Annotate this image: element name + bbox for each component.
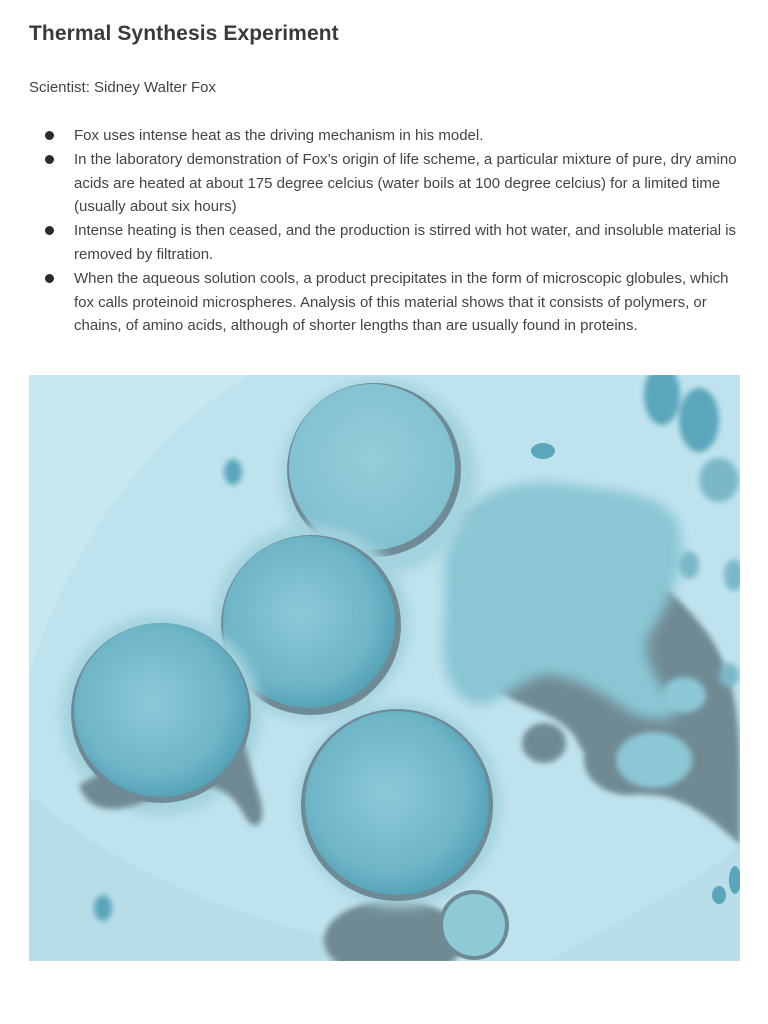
microspheres-illustration: [29, 375, 740, 961]
page-title: Thermal Synthesis Experiment: [29, 22, 339, 45]
bullet-icon: [45, 131, 54, 140]
scientist-line: Scientist: Sidney Walter Fox: [29, 79, 217, 96]
bullet-text: Intense heating is then ceased, and the production is stirred with hot water, and insoluble material is removed by filtration.: [74, 222, 737, 263]
bullet-text: Fox uses intense heat as the driving mechanism in his model.: [74, 127, 484, 144]
list-item: [29, 219, 741, 267]
bullet-icon: [45, 274, 54, 283]
bullet-text: When the aqueous solution cools, a product precipitates in the form of microscopic globules, which fox calls proteinoid microspheres. Analysis of this material shows that it consists of polymers, or chains, of amino acids, although of shorter lengths than are usually found in proteins.: [74, 269, 729, 335]
bullet-icon: [45, 155, 54, 164]
list-item: [29, 267, 741, 338]
list-item: [29, 124, 741, 148]
bullet-icon: [45, 226, 54, 235]
bullet-text: In the laboratory demonstration of Fox’s origin of life scheme, a particular mixture of pure, dry amino acids are heated at about 175 degree celcius (water boils at 100 degree celcius) for a limited time (usually about six hours): [74, 150, 737, 216]
microspheres-image: [29, 375, 740, 961]
bullet-list: [29, 124, 741, 338]
list-item: [29, 148, 741, 219]
